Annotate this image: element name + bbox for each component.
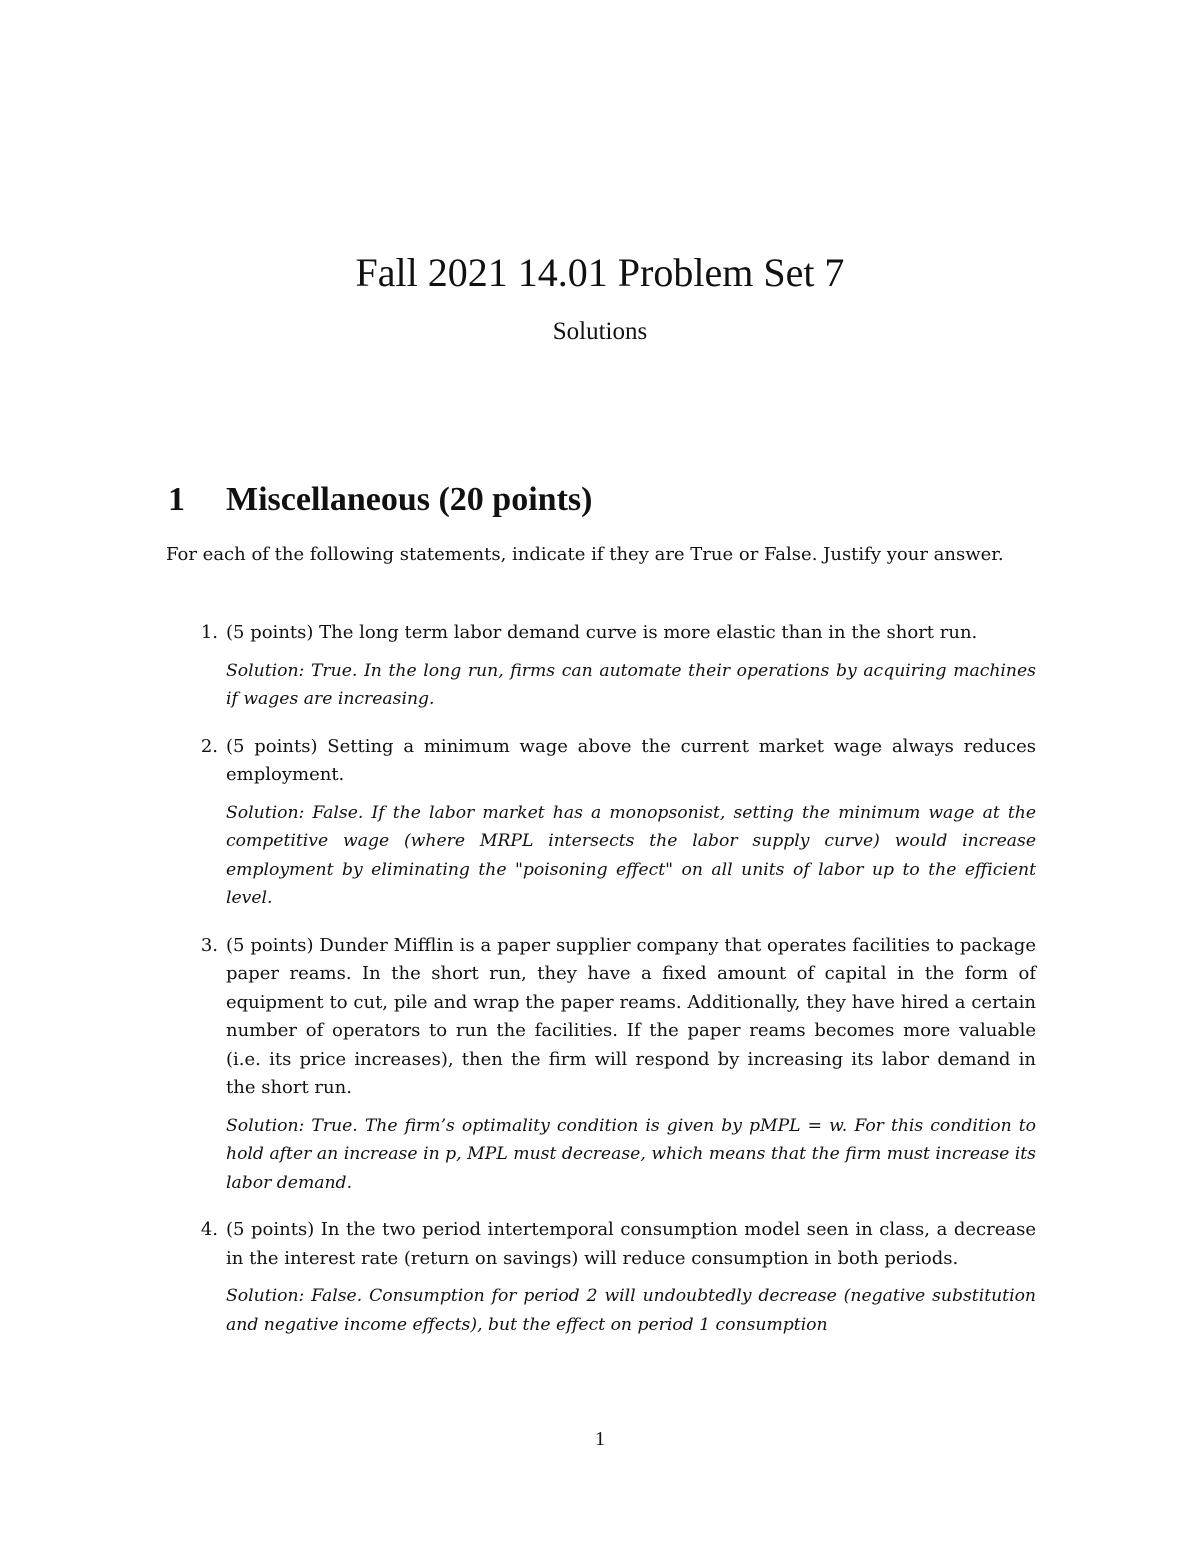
- section-number: 1: [168, 481, 185, 518]
- solution-text: Solution: False. Consumption for period 2 will undoubtedly decrease (negative substitution and negative income effects), but the effect on period 1 consumption: [226, 1286, 1036, 1335]
- question-text: (5 points) In the two period intertemporal consumption model seen in class, a decrease in the interest rate (return on savings) will reduce consumption in both periods.: [226, 1219, 1036, 1269]
- question-text: (5 points) The long term labor demand curve is more elastic than in the short run.: [226, 622, 978, 643]
- item-marker: 2.: [200, 735, 218, 757]
- question-item-1: [200, 619, 1036, 714]
- document-title: Fall 2021 14.01 Problem Set 7: [355, 250, 845, 295]
- item-marker: 1.: [200, 622, 218, 643]
- document-subtitle: Solutions: [552, 318, 648, 345]
- solution-text: Solution: False. If the labor market has a monopsonist, setting the minimum wage at the competitive wage (where MRPL intersects the labor supply curve) would increase employment by eliminating the "poisoning effect" on all units of labor up to the efficient level.: [226, 802, 1036, 908]
- solution-text: Solution: True. The firm’s optimality condition is given by pMPL = w. For this condition to hold after an increase in p, MPL must decrease, which means that the firm must increase its labor demand.: [226, 1115, 1036, 1193]
- solution-text: Solution: True. In the long run, firms can automate their operations by acquiring machines if wages are increasing.: [226, 660, 1036, 709]
- question-item-2: [200, 733, 1036, 913]
- item-marker: 3.: [200, 934, 218, 956]
- question-item-3: [200, 932, 1036, 1198]
- section-title: Miscellaneous (20 points): [226, 481, 593, 518]
- question-item-4: [200, 1216, 1036, 1339]
- item-marker: 4.: [200, 1219, 218, 1240]
- question-list: [200, 619, 1036, 1358]
- question-text: (5 points) Setting a minimum wage above the current market wage always reduces employment.: [226, 735, 1036, 785]
- question-text: (5 points) Dunder Mifflin is a paper supplier company that operates facilities to package paper reams. In the short run, they have a fixed amount of capital in the form of equipment to cut, pile and wrap the paper reams. Additionally, they have hired a certain number of operators to run the facilities. If the paper reams becomes more valuable (i.e. its price increases), then the firm will respond by increasing its labor demand in the short run.: [226, 934, 1036, 1098]
- page-number: 1: [595, 1428, 605, 1450]
- section-heading: [168, 476, 592, 524]
- intro-paragraph: For each of the following statements, indicate if they are True or False. Justify your answer.: [166, 544, 1004, 565]
